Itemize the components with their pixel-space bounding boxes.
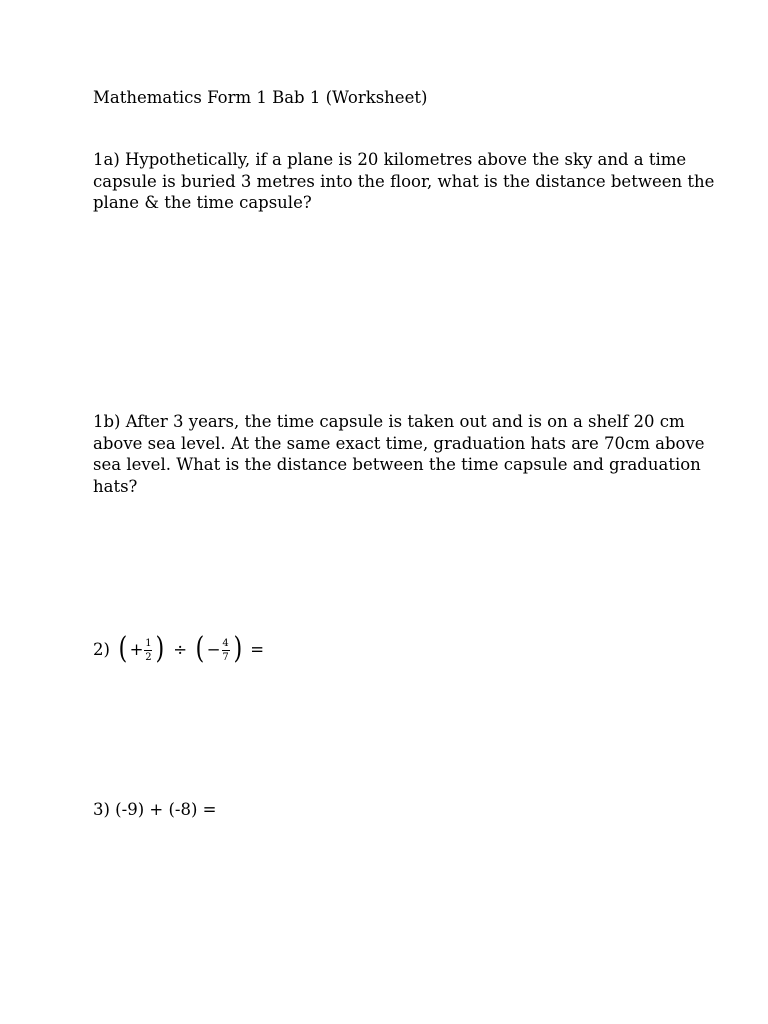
- worksheet-title: Mathematics Form 1 Bab 1 (Worksheet): [93, 88, 428, 107]
- question-1b-line-3: sea level. What is the distance between the time capsule and graduation: [93, 455, 701, 474]
- fraction-denominator: 7: [222, 651, 229, 663]
- fraction-numerator: 1: [145, 637, 152, 649]
- question-1b: [93, 411, 705, 497]
- fraction-numerator: 4: [222, 637, 229, 649]
- sign-plus: +: [129, 640, 144, 660]
- equals-sign: =: [250, 640, 265, 660]
- open-paren: (: [118, 631, 128, 666]
- question-1a: [93, 149, 714, 214]
- question-1a-line-2: capsule is buried 3 metres into the floor, what is the distance between the: [93, 171, 715, 191]
- question-2-label: 2): [93, 640, 110, 660]
- close-paren: ): [155, 631, 165, 666]
- question-2-expression: [116, 631, 265, 666]
- fraction-bar: [222, 650, 230, 651]
- close-paren: ): [233, 631, 242, 666]
- question-1b-line-2: above sea level. At the same exact time, graduation hats are 70cm above: [93, 433, 705, 453]
- question-1b-line-4: hats?: [93, 476, 138, 496]
- question-1a-line-3: plane & the time capsule?: [93, 193, 312, 212]
- open-paren: (: [195, 631, 205, 666]
- fraction-denominator: 2: [145, 651, 152, 663]
- fraction-bar: [144, 650, 152, 651]
- question-3: 3) (-9) + (-8) =: [93, 800, 217, 819]
- fraction-one-half: [144, 638, 152, 663]
- fraction-four-sevenths: [222, 638, 230, 663]
- divide-operator: ÷: [173, 640, 188, 660]
- question-1a-line-1: 1a) Hypothetically, if a plane is 20 kilometres above the sky and a time: [93, 150, 687, 169]
- sign-minus: −: [206, 640, 221, 660]
- question-2: [93, 633, 264, 667]
- question-1b-line-1: 1b) After 3 years, the time capsule is taken out and is on a shelf 20 cm: [93, 412, 685, 431]
